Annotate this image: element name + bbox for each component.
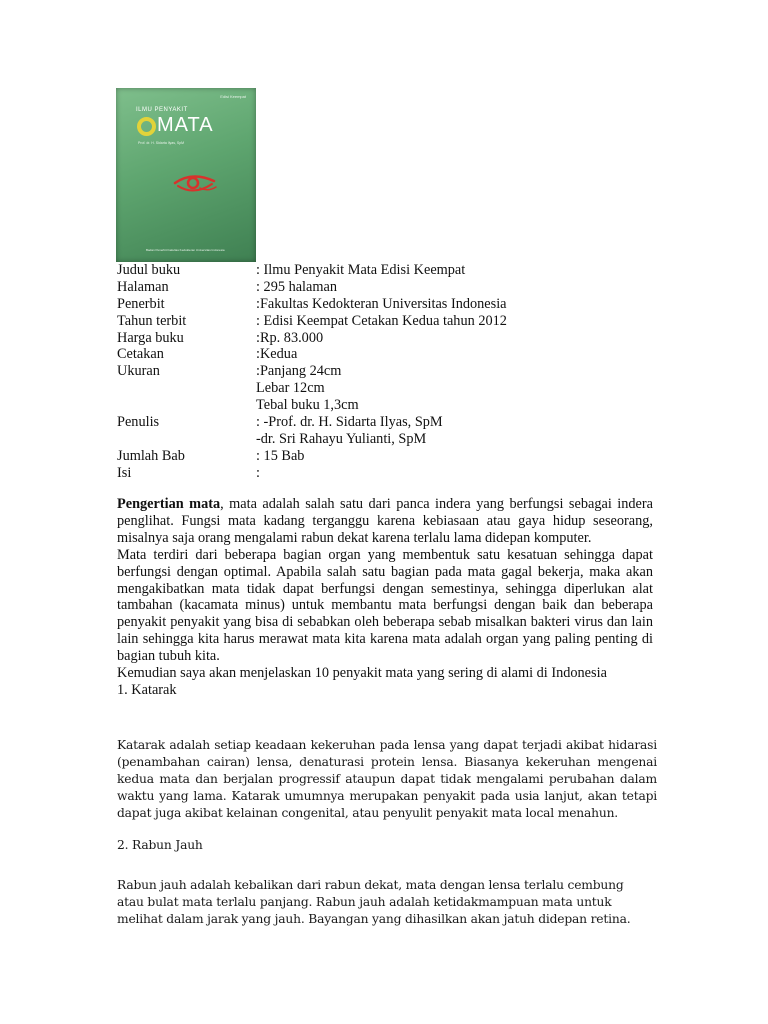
info-value: :Kedua: [256, 346, 298, 363]
eye-icon: [172, 168, 218, 198]
info-value: Lebar 12cm: [256, 380, 325, 397]
intro-definition: , mata adalah salah satu dari panca indera yang berfungsi sebagai indera penglihat. Fungsi mata kadang terganggu karena kebiasaan atau gaya hidup seseorang, misalnya saja orang mengalami rabun dekat karena terlalu lama didepan komputer.: [117, 496, 653, 546]
info-label: Tahun terbit: [117, 312, 187, 329]
info-value: : Ilmu Penyakit Mata Edisi Keempat: [256, 262, 466, 278]
info-label: Penulis: [117, 414, 160, 431]
info-label: Jumlah Bab: [117, 447, 185, 464]
katarak-section: [117, 737, 657, 822]
info-value: Tebal buku 1,3cm: [256, 397, 359, 414]
info-label: Isi: [117, 464, 132, 481]
cover-series: ILMU PENYAKIT: [136, 107, 188, 113]
info-value: :Fakultas Kedokteran Universitas Indonesia: [256, 295, 507, 312]
info-value: :Rp. 83.000: [256, 329, 324, 346]
info-value: :: [256, 464, 260, 481]
info-value: : Edisi Keempat Cetakan Kedua tahun 2012: [256, 312, 507, 329]
info-value: : 15 Bab: [256, 447, 305, 464]
list-intro-paragraph: Kemudian saya akan menjelaskan 10 penyakit mata yang sering di alami di Indonesia: [117, 665, 607, 682]
heading-rabun-jauh: 2. Rabun Jauh: [117, 838, 203, 852]
cover-ring-logo: [137, 117, 156, 136]
info-label: Halaman: [117, 278, 169, 295]
organ-paragraph: Mata terdiri dari beberapa bagian organ yang membentuk satu kesatuan sehingga dapat berfungsi dengan optimal. Apabila salah satu bagian pada mata gagal bekerja, maka akan mengakibatkan mata tidak dapat berfungsi dengan semestinya, sehingga diperlukan alat tambahan (kacamata minus) untuk membantu mata berfungsi dengan baik dan beberapa penyakit penyakit yang bisa di sebabkan oleh beberapa sebab misalkan bakteri virus dan lain lain sehingga kita harus merawat mata kita karena mata adalah organ yang paling penting di bagian tubuh kita.: [117, 546, 653, 665]
info-value: : 295 halaman: [256, 278, 337, 295]
intro-section: [117, 496, 653, 699]
cover-author: Prof. dr. H. Sidarta Ilyas, SpM: [138, 141, 185, 145]
heading-katarak: 1. Katarak: [117, 681, 177, 698]
info-value: -dr. Sri Rahayu Yulianti, SpM: [256, 430, 427, 447]
rabun-jauh-section: [117, 877, 642, 928]
intro-term: Pengertian mata: [117, 496, 221, 512]
heading-rabun-jauh-block: [117, 837, 657, 854]
info-label: Harga buku: [117, 329, 184, 346]
cover-title: MATA: [157, 114, 214, 136]
info-label: Cetakan: [117, 346, 164, 363]
info-label: Ukuran: [117, 363, 160, 380]
cover-edition: Edisi Keempat: [220, 94, 246, 99]
info-value: : -Prof. dr. H. Sidarta Ilyas, SpM: [256, 414, 443, 431]
cover-publisher: Badan Penerbit Fakultas Kedokteran Universitas Indonesia: [146, 248, 225, 252]
info-value: :Panjang 24cm: [256, 363, 342, 380]
intro-paragraph: [117, 496, 653, 547]
rabun-jauh-paragraph: Rabun jauh adalah kebalikan dari rabun dekat, mata dengan lensa terlalu cembung atau bulat mata terlalu panjang. Rabun jauh adalah ketidakmampuan mata untuk melihat dalam jarak yang jauh. Bayangan yang dihasilkan akan jatuh didepan retina.: [117, 878, 631, 926]
book-cover-image: [116, 88, 256, 262]
info-label: Penerbit: [117, 295, 165, 312]
info-label: Judul buku: [117, 262, 181, 278]
katarak-paragraph: Katarak adalah setiap keadaan kekeruhan pada lensa yang dapat terjadi akibat hidarasi (penambahan cairan) lensa, denaturasi protein lensa. Biasanya kekeruhan mengenai kedua mata dan berjalan progressif ataupun dapat tidak mengalami perubahan dalam waktu yang lama. Katarak umumnya merupakan penyakit pada usia lanjut, akan tetapi dapat juga akibat kelainan congenital, atau penyulit penyakit mata local menahun.: [117, 738, 657, 820]
